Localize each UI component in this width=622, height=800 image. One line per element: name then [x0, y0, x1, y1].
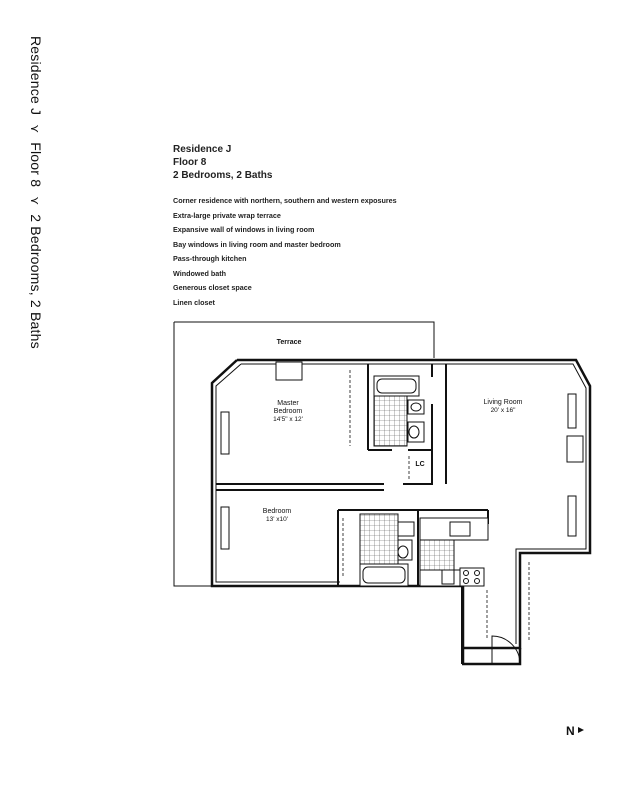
feature-item: Expansive wall of windows in living room	[173, 225, 315, 234]
linen-closet-label: LC	[415, 461, 425, 468]
side-title-rooms: 2 Bedrooms, 2 Baths	[28, 214, 44, 349]
north-arrow-icon	[578, 727, 584, 733]
living-room-label: Living Room	[483, 399, 523, 406]
feature-item: Corner residence with northern, southern and western exposures	[173, 196, 397, 205]
side-title-floor: Floor 8	[28, 142, 44, 188]
living-room-size: 20' x 16"	[490, 407, 516, 414]
master-bath	[374, 376, 424, 446]
feature-item: Windowed bath	[173, 268, 227, 278]
feature-item: Pass-through kitchen	[173, 254, 247, 263]
feature-item: Generous closet space	[173, 283, 252, 292]
second-bath	[360, 514, 414, 586]
header-rooms: 2 Bedrooms, 2 Baths	[173, 170, 273, 181]
header-residence: Residence J	[173, 144, 232, 155]
north-label: N	[566, 724, 575, 738]
north-indicator	[566, 724, 584, 738]
side-title-residence: Residence J	[28, 36, 44, 116]
feature-item: Bay windows in living room and master bedroom	[173, 239, 341, 249]
feature-item: Linen closet	[173, 297, 215, 307]
master-bedroom-size: 14'5" x 12'	[273, 416, 303, 423]
master-bedroom-label: Bedroom	[273, 408, 303, 415]
header-floor: Floor 8	[173, 157, 207, 168]
terrace-label: Terrace	[276, 339, 302, 346]
separator-icon: ⋎	[28, 196, 42, 206]
kitchen	[420, 518, 488, 586]
bedroom-label: Bedroom	[262, 508, 292, 515]
feature-item: Extra-large private wrap terrace	[173, 210, 281, 220]
master-bedroom-label: Master	[277, 400, 299, 407]
bedroom-size: 13' x10'	[266, 516, 288, 523]
separator-icon: ⋎	[28, 124, 42, 134]
